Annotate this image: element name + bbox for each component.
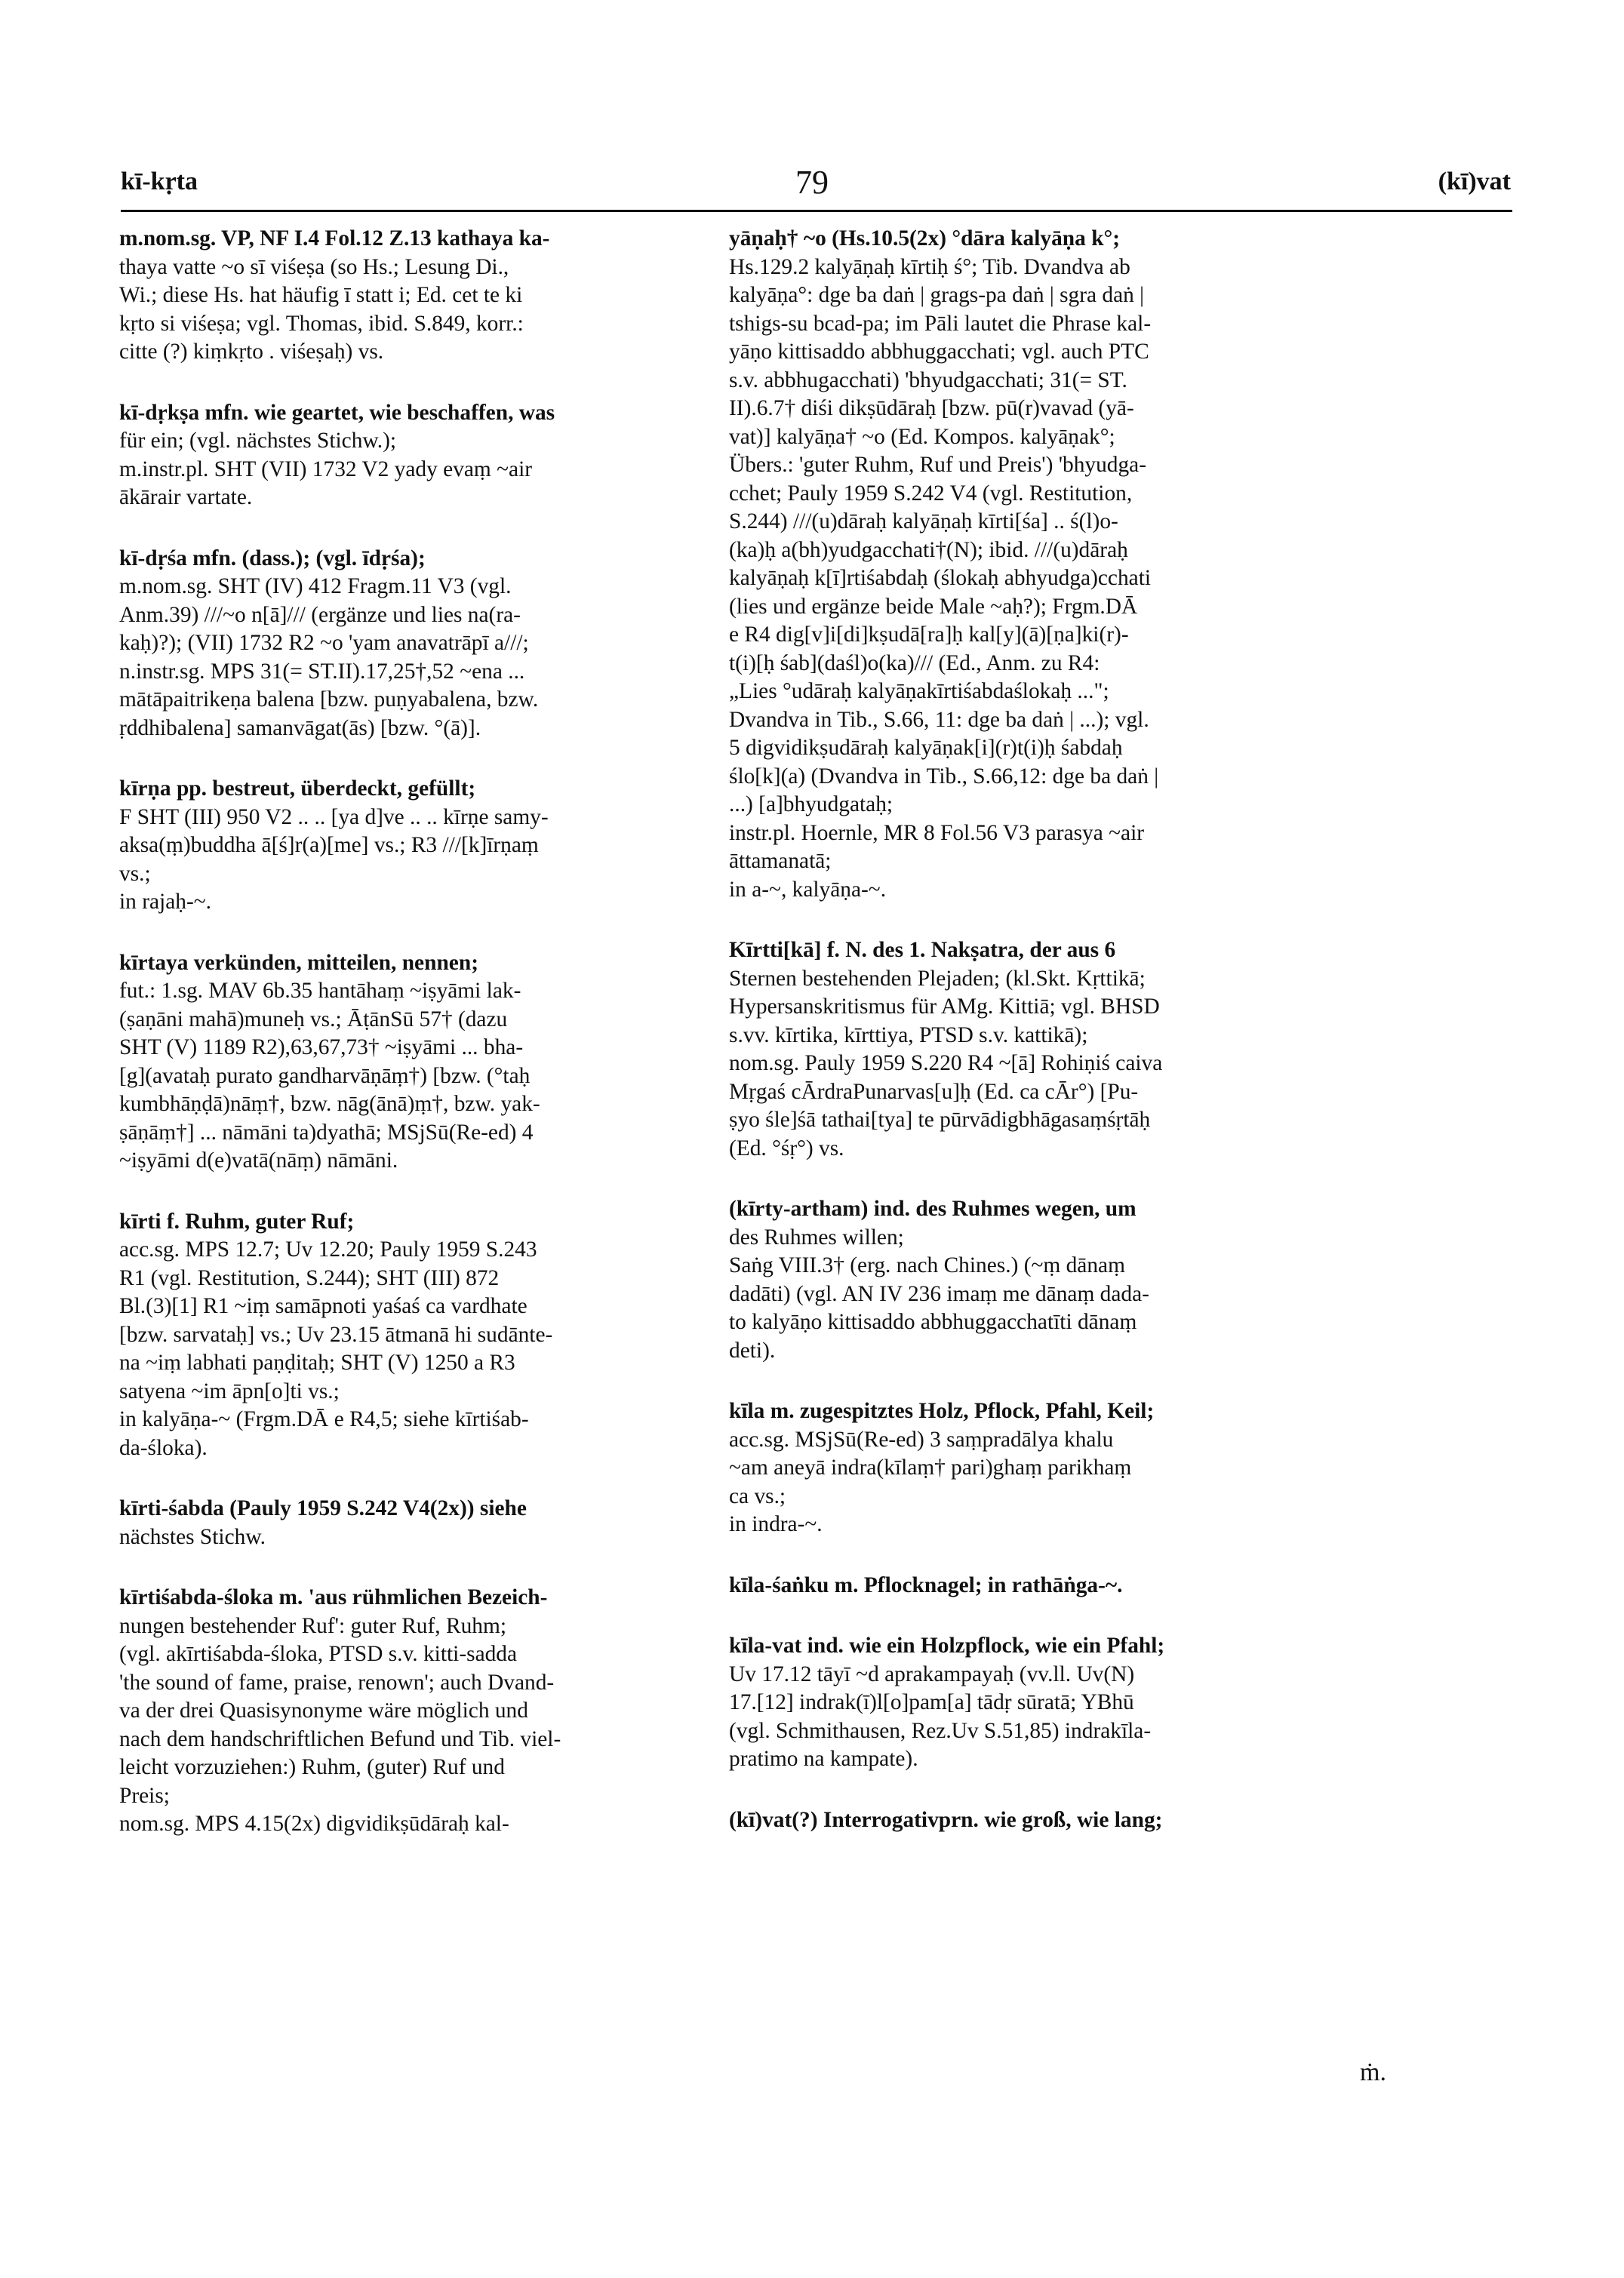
entry-line: F SHT (III) 950 V2 .. .. [ya d]ve .. .. kīrṇe samy-	[119, 804, 549, 829]
entry-line: dadāti) (vgl. AN IV 236 imaṃ me dānaṃ dada-	[729, 1281, 1149, 1306]
entry-line: Dvandva in Tib., S.66, 11: dge ba daṅ | ...); vgl.	[729, 707, 1149, 732]
entry-line: (ka)ḥ a(bh)yudgacchati†(N); ibid. ///(u)dāraḥ	[729, 537, 1128, 562]
entry-line: satyena ~im āpn[o]ti vs.;	[119, 1379, 340, 1403]
entry-line: na ~iṃ labhati paṇḍitaḥ; SHT (V) 1250 a R3	[119, 1351, 515, 1375]
entry-line: fut.: 1.sg. MAV 6b.35 hantāhaṃ ~iṣyāmi lak-	[119, 979, 521, 1003]
entry-headline: kīla-vat ind. wie ein Holzpflock, wie ein Pfahl;	[729, 1634, 1165, 1658]
entry-line: to kalyāṇo kittisaddo abbhuggacchatīti dānaṃ	[729, 1310, 1137, 1334]
entry-headline: kīla-śaṅku m. Pflocknagel; in rathāṅga-~.	[729, 1572, 1123, 1597]
entry-line: nungen bestehender Ruf': guter Ruf, Ruhm;	[119, 1613, 507, 1638]
entry-line: (lies und ergänze beide Male ~aḥ?); Frgm.DĀ	[729, 594, 1138, 619]
dictionary-entry	[119, 949, 685, 1176]
entry-line: Anm.39) ///~o n[ā]/// (ergänze und lies na(ra-	[119, 602, 521, 627]
entry-line: m.nom.sg. SHT (IV) 412 Fragm.11 V3 (vgl.	[119, 574, 512, 598]
entry-headline: yāṇaḥ† ~o (Hs.10.5(2x) °dāra kalyāṇa k°;	[729, 226, 1121, 251]
entry-line: Saṅg VIII.3† (erg. nach Chines.) (~ṃ dānaṃ	[729, 1253, 1125, 1277]
entry-line: (vgl. akīrtiśabda-śloka, PTSD s.v. kitti-sadda	[119, 1642, 518, 1666]
entry-line: ṛddhibalena] samanvāgat(ās) [bzw. °(ā)].	[119, 715, 481, 740]
entry-line: thaya vatte ~o sī viśeṣa (so Hs.; Lesung Di.,	[119, 254, 509, 279]
entry-line: Übers.: 'guter Ruhm, Ruf und Preis') 'bhyudga-	[729, 453, 1147, 477]
entry-line: instr.pl. Hoernle, MR 8 Fol.56 V3 parasya ~air	[729, 820, 1145, 845]
entry-line: in a-~, kalyāṇa-~.	[729, 877, 887, 902]
entry-line: ṣāṇāṃ†] ... nāmāni ta)dyathā; MSjSū(Re-ed) 4	[119, 1120, 534, 1145]
entry-line: leicht vorzuziehen:) Ruhm, (guter) Ruf und	[119, 1755, 505, 1779]
entry-line: nom.sg. MPS 4.15(2x) digvidikṣūdāraḥ kal-	[119, 1812, 509, 1836]
entry-line: va der drei Quasisynonyme wäre möglich und	[119, 1699, 528, 1723]
entry-line: s.vv. kīrtika, kīrttiya, PTSD s.v. kattikā);	[729, 1022, 1088, 1047]
entry-line: pratimo na kampate).	[729, 1747, 918, 1771]
right-column	[729, 225, 1295, 1867]
entry-line: acc.sg. MPS 12.7; Uv 12.20; Pauly 1959 S.243	[119, 1237, 537, 1262]
entry-line: II).6.7† diśi dikṣūdāraḥ [bzw. pū(r)vavad (yā-	[729, 396, 1134, 420]
entry-headline: (kīrty-artham) ind. des Ruhmes wegen, um	[729, 1197, 1136, 1221]
dictionary-entry	[119, 1208, 685, 1463]
entry-headline: Kīrtti[kā] f. N. des 1. Nakṣatra, der aus 6	[729, 938, 1116, 962]
dictionary-entry	[729, 1572, 1295, 1600]
dictionary-entry	[729, 1195, 1295, 1365]
entry-line: (ṣaṇāni mahā)muneḥ vs.; ĀṭānSū 57† (dazu	[119, 1007, 508, 1031]
entry-line: in rajaḥ-~.	[119, 890, 211, 914]
entry-line: nach dem handschriftlichen Befund und Tib. viel-	[119, 1726, 561, 1751]
entry-line: (Ed. °śṛ°) vs.	[729, 1136, 844, 1161]
dictionary-entry	[119, 1584, 685, 1839]
entry-line: nom.sg. Pauly 1959 S.220 R4 ~[ā] Rohiṇiś caiva	[729, 1051, 1163, 1075]
entry-headline: m.nom.sg. VP, NF I.4 Fol.12 Z.13 kathaya ka-	[119, 226, 550, 251]
entry-line: des Ruhmes willen;	[729, 1225, 904, 1250]
entry-line: für ein; (vgl. nächstes Stichw.);	[119, 429, 397, 453]
entry-line: 'the sound of fame, praise, renown'; auch Dvand-	[119, 1670, 555, 1695]
entry-line: S.244) ///(u)dāraḥ kalyāṇaḥ kīrti[śa] .. ś(l)o-	[729, 509, 1118, 533]
entry-line: s.v. abbhugacchati) 'bhyudgacchati; 31(= ST.	[729, 367, 1127, 392]
entry-line: Sternen bestehenden Plejaden; (kl.Skt. Kṛttikā;	[729, 966, 1146, 991]
entry-line: acc.sg. MSjSū(Re-ed) 3 saṃpradālya khalu	[729, 1427, 1114, 1452]
entry-line: cchet; Pauly 1959 S.242 V4 (vgl. Restitution,	[729, 481, 1133, 506]
page-number: 79	[795, 164, 829, 201]
entry-line: kṛto si viśeṣa; vgl. Thomas, ibid. S.849, korr.:	[119, 311, 524, 336]
entry-line: citte (?) kiṃkṛto . viśeṣaḥ) vs.	[119, 340, 384, 364]
dictionary-entry	[119, 225, 685, 367]
entry-line: ākārair vartate.	[119, 485, 253, 509]
entry-line: aksa(ṃ)buddha ā[ś]r(a)[me] vs.; R3 ///[k]īrṇaṃ	[119, 833, 539, 857]
entry-line: (vgl. Schmithausen, Rez.Uv S.51,85) indrakīla-	[729, 1718, 1152, 1743]
entry-line: Bl.(3)[1] R1 ~iṃ samāpnoti yaśaś ca vardhate	[119, 1294, 527, 1318]
entry-line: Hs.129.2 kalyāṇaḥ kīrtiḥ ś°; Tib. Dvandva ab	[729, 254, 1130, 279]
entry-line: yāṇo kittisaddo abbhuggacchati; vgl. auch PTC	[729, 340, 1149, 364]
entry-headline: kīla m. zugespitztes Holz, Pflock, Pfahl, Keil;	[729, 1399, 1155, 1423]
entry-line: m.instr.pl. SHT (VII) 1732 V2 yady evaṃ ~air	[119, 457, 533, 481]
entry-line: vs.;	[119, 861, 151, 886]
entry-line: vat)] kalyāṇa† ~o (Ed. Kompos. kalyāṇak°;	[729, 424, 1115, 449]
entry-line: [g](avataḥ purato gandharvāṇāṃ†) [bzw. (°taḥ	[119, 1063, 531, 1088]
entry-line: ~am aneyā indra(kīlaṃ† pari)ghaṃ parikhaṃ	[729, 1456, 1132, 1480]
entry-headline: kīrtiśabda-śloka m. 'aus rühmlichen Bezeich-	[119, 1585, 548, 1609]
entry-line: e R4 dig[v]i[di]kṣudā[ra]ḥ kal[y](ā)[ṇa]ki(r)-	[729, 623, 1129, 647]
entry-line: kalyāṇa°: dge ba daṅ | grags-pa daṅ | sgra daṅ |	[729, 283, 1145, 307]
entry-headline: kīrṇa pp. bestreut, überdeckt, gefüllt;	[119, 776, 476, 801]
entry-line: Hypersanskritismus für AMg. Kittiā; vgl. BHSD	[729, 995, 1160, 1019]
entry-line: Preis;	[119, 1783, 170, 1808]
entry-headline: kī-dṛkṣa mfn. wie geartet, wie beschaffen, was	[119, 400, 555, 425]
entry-line: nächstes Stichw.	[119, 1524, 266, 1549]
running-head-right: (kī)vat	[1438, 168, 1511, 195]
entry-headline: kīrtaya verkünden, mitteilen, nennen;	[119, 950, 478, 975]
dictionary-entry	[119, 1495, 685, 1551]
entry-line: Uv 17.12 tāyī ~d aprakampayaḥ (vv.ll. Uv(N)	[729, 1662, 1135, 1686]
entry-line: kumbhāṇḍā)nāṃ†, bzw. nāg(ānā)ṃ†, bzw. yak-	[119, 1092, 540, 1116]
entry-headline: kīrti f. Ruhm, guter Ruf;	[119, 1209, 355, 1234]
entry-line: [bzw. sarvataḥ] vs.; Uv 23.15 ātmanā hi sudānte-	[119, 1322, 553, 1347]
dictionary-entry	[729, 1632, 1295, 1774]
dictionary-entry	[119, 775, 685, 917]
left-column	[119, 225, 685, 1871]
entry-line: R1 (vgl. Restitution, S.244); SHT (III) 872	[119, 1265, 500, 1290]
entry-line: in indra-~.	[729, 1512, 823, 1536]
entry-headline: kī-dṛśa mfn. (dass.); (vgl. īdṛśa);	[119, 546, 426, 570]
entry-line: 5 digvidikṣudāraḥ kalyāṇak[i](r)t(i)ḥ śabdaḥ	[729, 736, 1123, 760]
entry-line: da-śloka).	[119, 1435, 208, 1460]
entry-line: mātāpaitrikeṇa balena [bzw. puṇyabalena, bzw.	[119, 687, 539, 712]
entry-line: ṣyo śle]śā tathai[tya] te pūrvādigbhāgasaṃśṛtāḥ	[729, 1108, 1151, 1132]
entry-line: ślo[k](a) (Dvandva in Tib., S.66,12: dge ba daṅ |	[729, 764, 1159, 789]
entry-line: tshigs-su bcad-pa; im Pāli lautet die Phrase kal-	[729, 311, 1152, 336]
running-head-left: kī-kṛta	[121, 168, 198, 195]
dictionary-entry	[729, 1806, 1295, 1835]
entry-headline: kīrti-śabda (Pauly 1959 S.242 V4(2x)) siehe	[119, 1496, 527, 1520]
dictionary-entry	[119, 399, 685, 512]
entry-line: deti).	[729, 1338, 776, 1363]
entry-line: ~iṣyāmi d(e)vatā(nāṃ) nāmāni.	[119, 1148, 398, 1173]
entry-line: ...) [a]bhyudgataḥ;	[729, 792, 894, 816]
entry-line: kalyāṇaḥ k[ī]rtiśabdaḥ (ślokaḥ abhyudga)cchati	[729, 566, 1152, 590]
entry-headline: (kī)vat(?) Interrogativprn. wie groß, wie lang;	[729, 1807, 1163, 1832]
entry-line: SHT (V) 1189 R2),63,67,73† ~iṣyāmi ... bha-	[119, 1035, 524, 1059]
dictionary-entry	[119, 545, 685, 743]
entry-line: n.instr.sg. MPS 31(= ST.II).17,25†,52 ~ena ...	[119, 659, 525, 684]
entry-line: 17.[12] indrak(ī)l[o]pam[a] tādṛ sūratā; YBhū	[729, 1690, 1134, 1714]
entry-line: „Lies °udāraḥ kalyāṇakīrtiśabdaślokaḥ ...";	[729, 679, 1109, 703]
entry-line: kaḥ)?); (VII) 1732 R2 ~o 'yam anavatrāpī a///;	[119, 631, 529, 655]
entry-line: āttamanatā;	[729, 849, 832, 873]
entry-line: t(i)[ḥ śab](daśl)o(ka)/// (Ed., Anm. zu R4:	[729, 650, 1100, 675]
dictionary-entry	[729, 936, 1295, 1163]
header-rule	[121, 210, 1512, 212]
entry-line: Wi.; diese Hs. hat häufig ī statt i; Ed. cet te ki	[119, 283, 523, 307]
dictionary-entry	[729, 225, 1295, 904]
entry-line: Mṛgaś cĀrdraPunarvas[u]ḥ (Ed. ca cĀr°) [Pu-	[729, 1079, 1139, 1104]
entry-line: ca vs.;	[729, 1483, 786, 1508]
dictionary-entry	[729, 1397, 1295, 1539]
entry-line: in kalyāṇa-~ (Frgm.DĀ e R4,5; siehe kīrtiśab-	[119, 1407, 529, 1431]
footer-mark: ṁ.	[1360, 2058, 1386, 2086]
